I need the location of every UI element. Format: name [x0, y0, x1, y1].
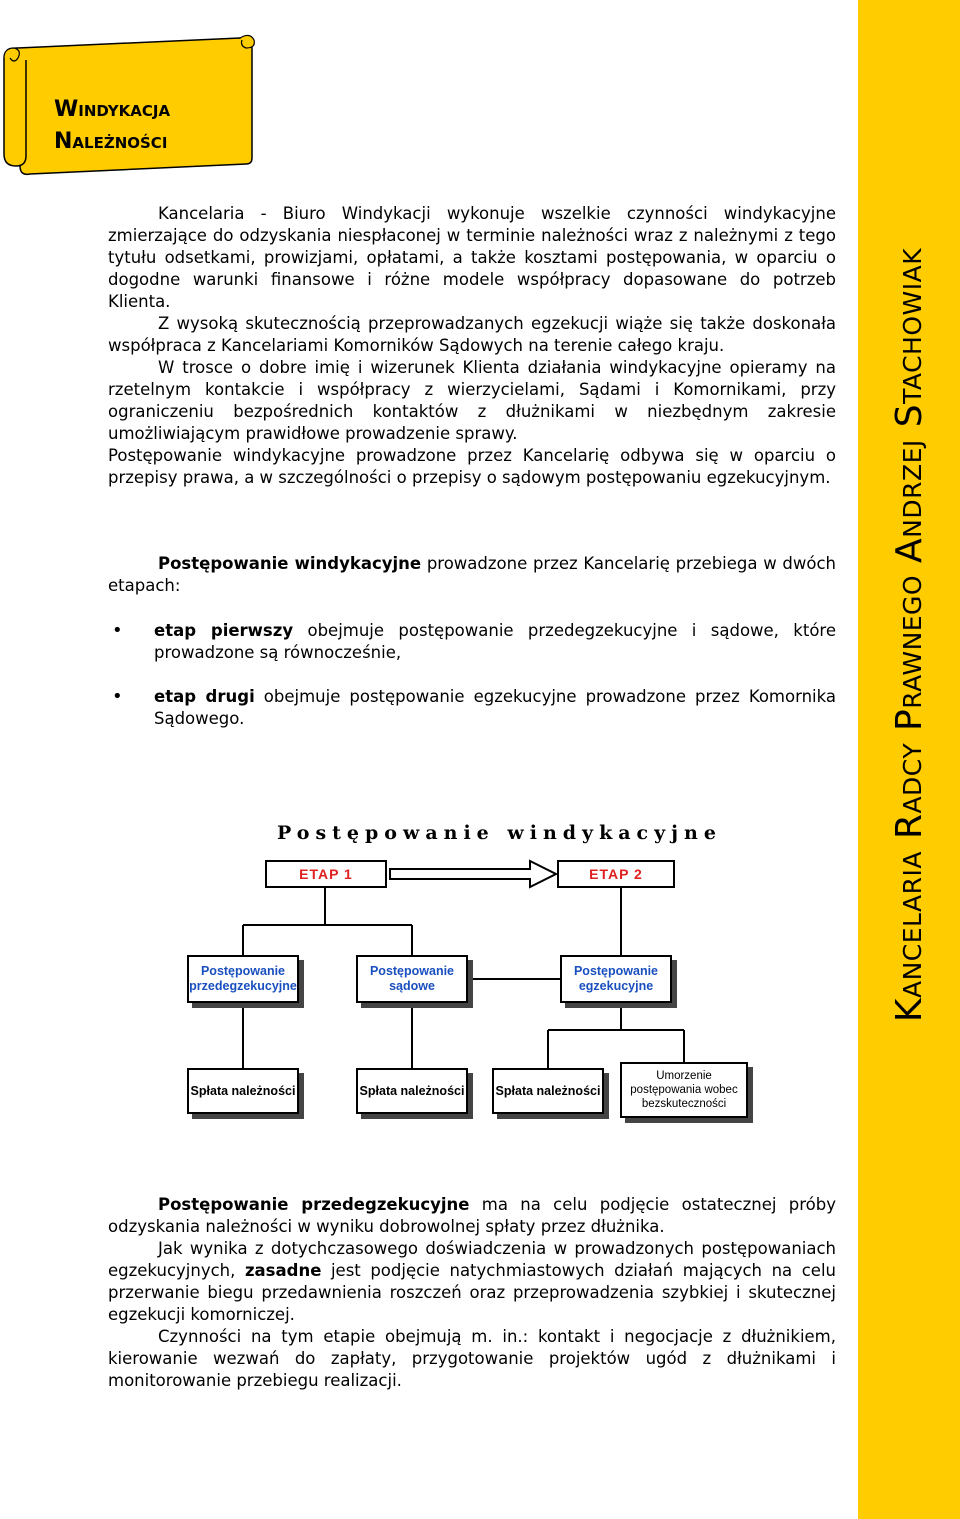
side-banner: [858, 0, 960, 1519]
intro-paragraph-4: Postępowanie windykacyjne prowadzone przez Kancelarię odbywa się w oparciu o przepisy prawa, a w szczególności o przepisy o sądowym postępowaniu egzekucyjnym.: [108, 446, 836, 487]
closing-section: [108, 1194, 836, 1392]
intro-paragraph-1: Kancelaria - Biuro Windykacji wykonuje wszelkie czynności windykacyjne zmierzające do odzyskania niespłaconej w terminie należności wraz z należnymi z tego tytułu odsetkami, prowizjami, opłatami, a także kosztami postępowania, w oparciu o dogodne warunki finansowe i różne modele współpracy dopasowane do potrzeb Klienta.: [108, 204, 836, 311]
title-line-1: Windykacja: [54, 97, 171, 122]
bullet-icon: •: [112, 686, 123, 707]
stage-1-desc: obejmuje postępowanie przedegzekucyjne i sądowe, które prowadzone są równocześnie,: [154, 621, 836, 662]
closing-p2-b: jest podjęcie natychmiastowych działań mających na celu przerwanie biegu przedawnienia roszczeń oraz przeprowadzenia szybkiej i skutecznej egzekucji komorniczej.: [108, 1261, 836, 1324]
closing-paragraph-3: Czynności na tym etapie obejmują m. in.: kontakt i negocjacje z dłużnikiem, kierowanie wezwań do zapłaty, przygotowanie projektów ugód z dłużnikami i monitorowanie przebiegu realizacji.: [108, 1327, 836, 1390]
stage-2-desc: obejmuje postępowanie egzekucyjne prowadzone przez Komornika Sądowego.: [154, 687, 836, 728]
splata-box-2: Spłata należności: [356, 1068, 468, 1114]
etap-1-box: ETAP 1: [265, 860, 387, 888]
stage-1-name: etap pierwszy: [154, 621, 294, 640]
etap-2-box: ETAP 2: [557, 860, 675, 888]
stage-2-name: etap drugi: [154, 687, 255, 706]
umorzenie-box: Umorzenie postępowania wobec bezskuteczności: [620, 1062, 748, 1118]
splata-box-3: Spłata należności: [492, 1068, 604, 1114]
side-banner-text: Kancelaria Radcy Prawnego Andrzej Stachowiak: [888, 247, 930, 1023]
closing-p2-bold: zasadne: [244, 1261, 322, 1280]
closing-p2-a: Jak wynika z dotychczasowego doświadczenia w prowadzonych postępowaniach egzekucyjnych,: [108, 1239, 836, 1280]
splata-box-1: Spłata należności: [187, 1068, 299, 1114]
intro-paragraph-2: Z wysoką skutecznością przeprowadzanych egzekucji wiąże się także doskonała współpraca z Kancelariami Komorników Sądowych na terenie całego kraju.: [108, 314, 836, 355]
closing-paragraph-1: [108, 1194, 836, 1238]
intro-paragraph-3: W trosce o dobre imię i wizerunek Klienta działania windykacyjne opieramy na rzetelnym kontakcie i współpracy z wierzycielami, Sądami i Komornikami, przy ograniczeniu bezpośrednich kontaktów z dłużnikami w niezbędnym zakresie umożliwiającym prawidłowe prowadzenie sprawy.: [108, 358, 836, 443]
stages-lead-bold: Postępowanie windykacyjne: [158, 554, 422, 573]
stages-lead-rest: prowadzone przez Kancelarię przebiega w dwóch etapach:: [108, 554, 837, 595]
closing-p1-rest: ma na celu podjęcie ostatecznej próby odzyskania należności w wyniku dobrowolnej spłaty przez dłużnika.: [108, 1195, 837, 1236]
title-line-2: Należności: [54, 129, 168, 154]
diagram-title: Postępowanie windykacyjne: [277, 822, 722, 844]
closing-p1-bold: Postępowanie przedegzekucyjne: [158, 1195, 470, 1214]
egzekucyjne-box: Postępowanie egzekucyjne: [560, 955, 672, 1003]
przedegzekucyjne-box: Postępowanie przedegzekucyjne: [187, 955, 299, 1003]
sadowe-box: Postępowanie sądowe: [356, 955, 468, 1003]
bullet-icon: •: [112, 620, 123, 641]
closing-paragraph-2: [108, 1238, 836, 1326]
